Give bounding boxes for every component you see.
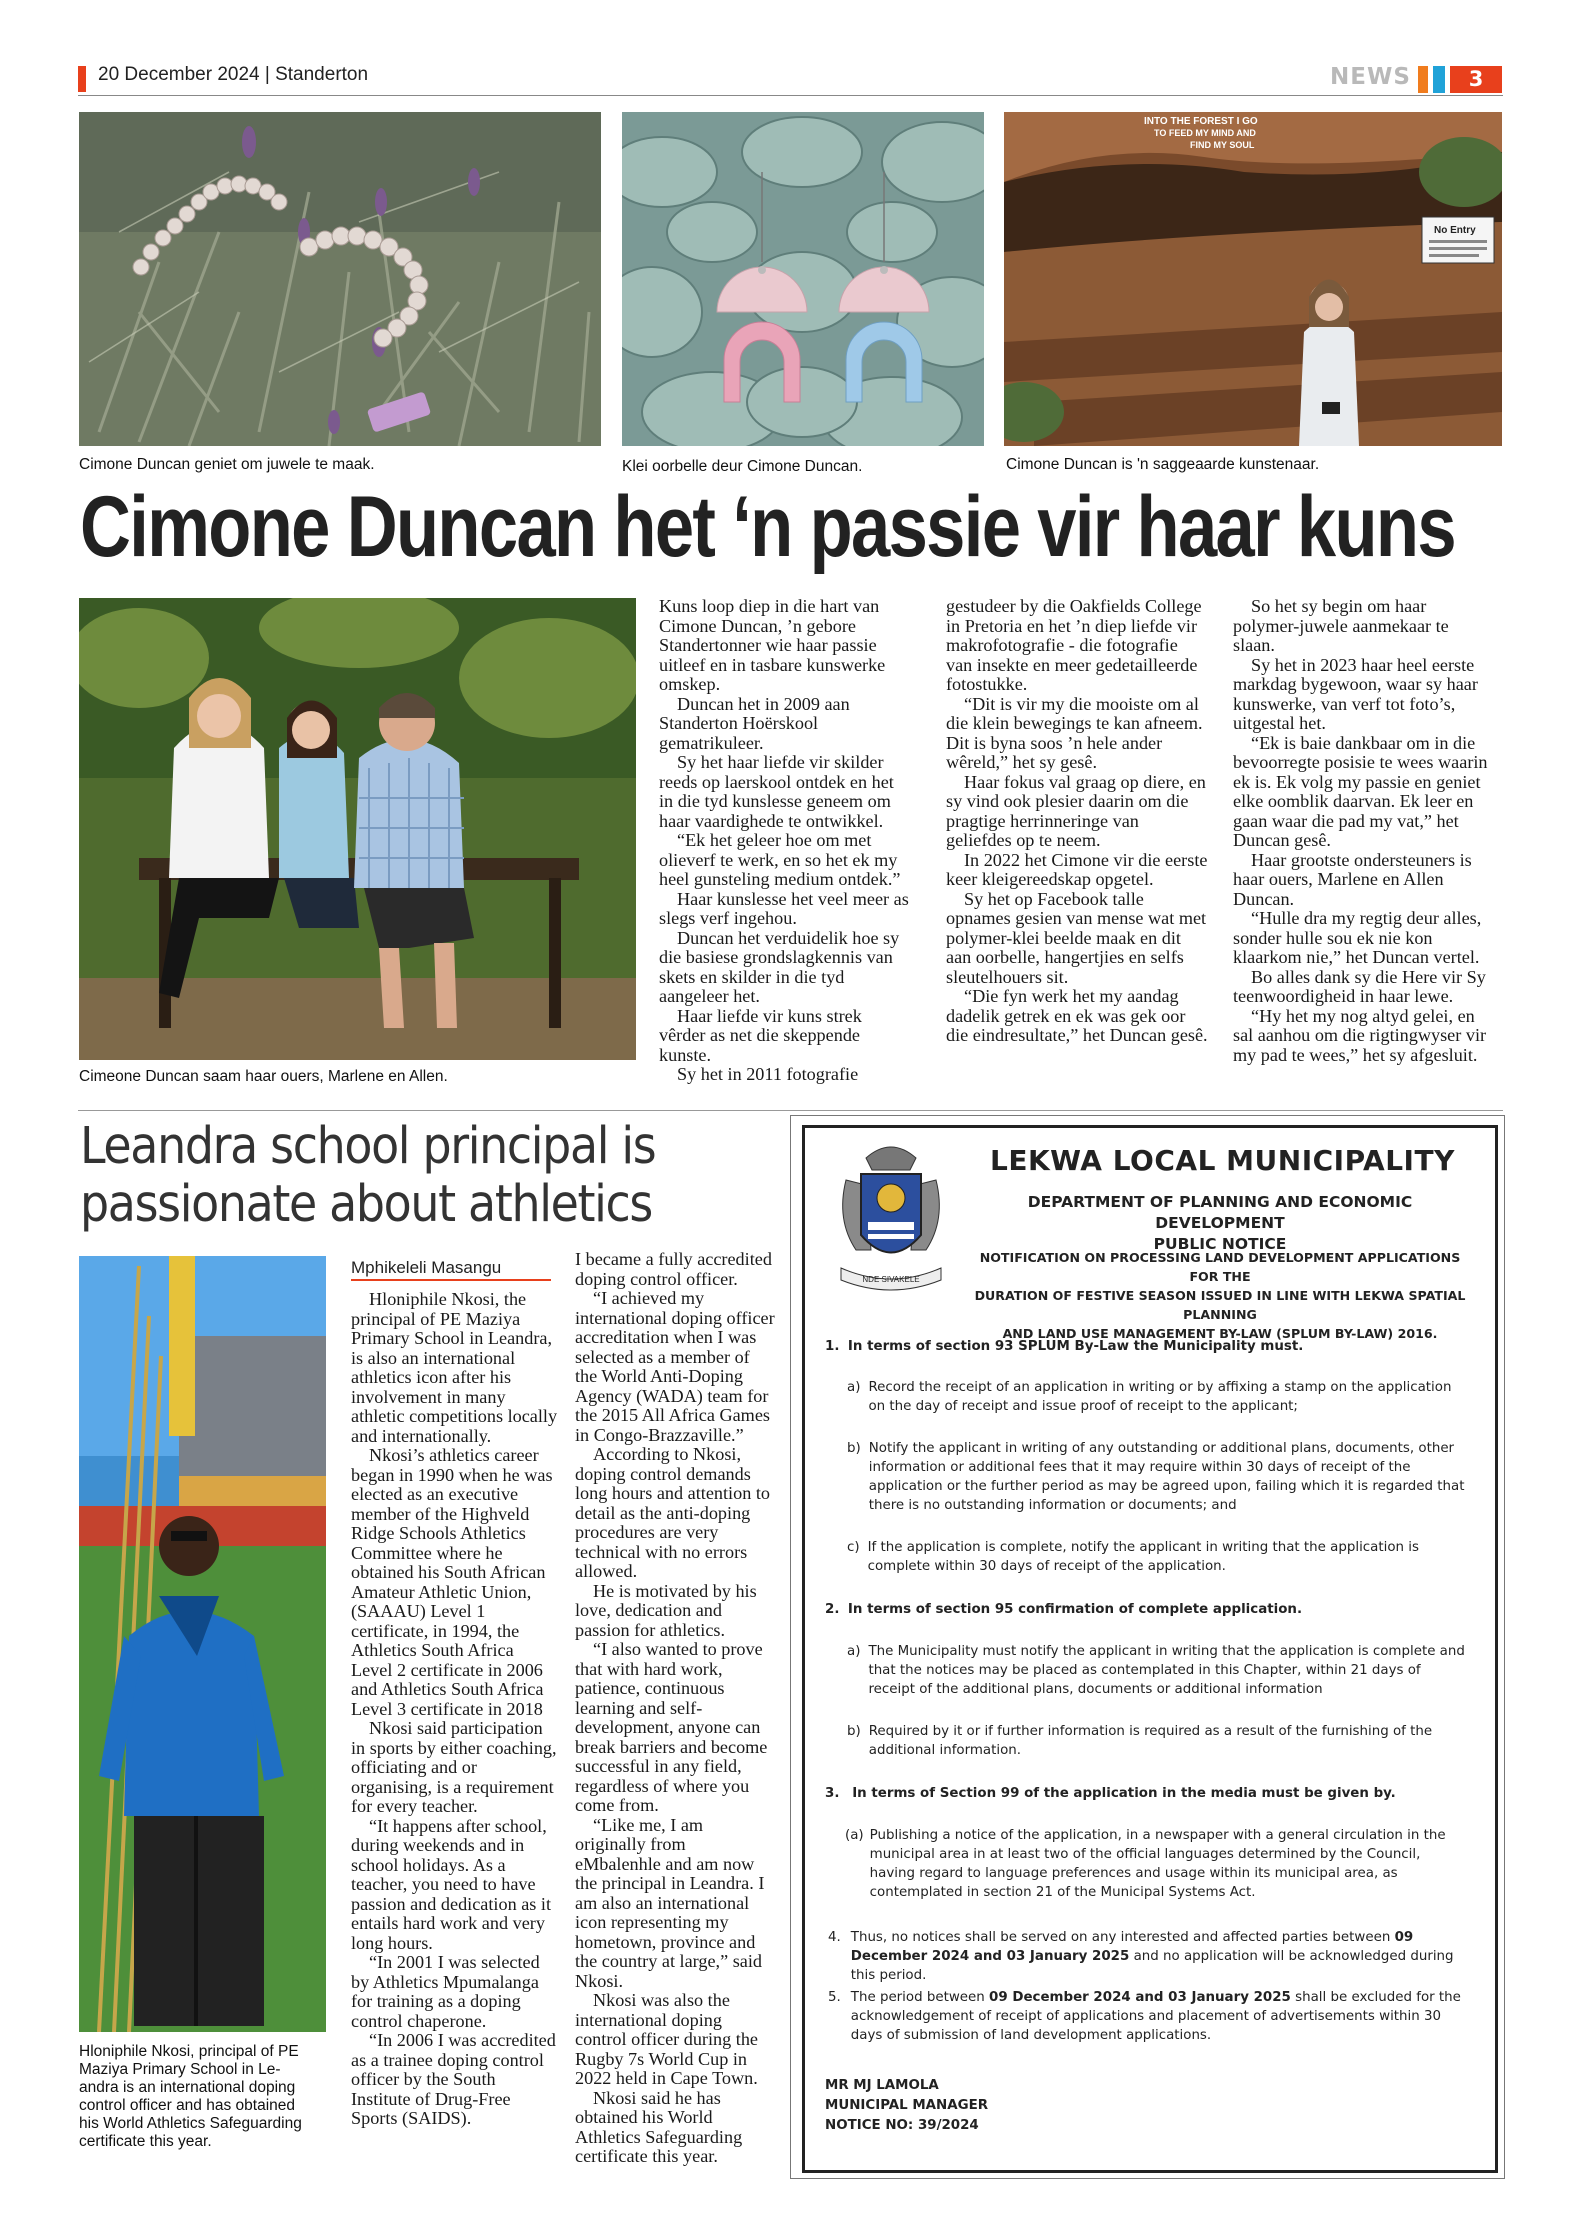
section-accent-orange (1418, 66, 1428, 93)
paragraph: Haar kunslesse het veel meer as slegs verf ingehou. (659, 888, 909, 928)
svg-text:TO FEED MY MIND AND: TO FEED MY MIND AND (1154, 128, 1256, 138)
paragraph: According to Nkosi, doping control demands long hours and attention to detail as the anti-doping procedures are very technical with no errors allowed. (575, 1444, 770, 1581)
photo-caption-2: Klei oorbelle deur Cimone Duncan. (622, 458, 863, 475)
paragraph: “Hulle dra my regtig deur alles, sonder hulle sou ek nie kon klaarkom nie,” het Duncan vertel. (1233, 908, 1482, 967)
paragraph: In 2022 het Cimone vir die eerste keer kleigereedskap opgetel. (946, 849, 1208, 889)
notice-intro: NOTIFICATION ON PROCESSING LAND DEVELOPMENT APPLICATIONS FOR THE DURATION OF FESTIVE SEASON ISSUED IN LINE WITH LEKWA SPATIAL PLANNING AND LAND USE MANAGEMENT BY-LAW (SPLUM BY-LAW) 2016. (974, 1250, 1466, 1341)
svg-text:No Entry: No Entry (1434, 225, 1476, 236)
paragraph: “Dit is vir my die mooiste om al die klein bewegings te kan afneem. Dit is byna soos ’n hele ander wêreld,” het sy gesê. (946, 693, 1203, 772)
paragraph: Haar liefde vir kuns strek vêrder as net die skeppende kunste. (659, 1005, 862, 1065)
paragraph: gestudeer by die Oakfields College in Pretoria en het ’n diep liefde vir makrofotografie - die fotografie van insekte en meer gedetailleerde fotostukke. (946, 596, 1202, 694)
section-label: NEWS (1330, 64, 1411, 90)
paragraph: “It happens after school, during weekends and in school holidays. As a teacher, you need to have passion and dedication as it entails hard work and very long hours. (351, 1815, 552, 1953)
photo-forest-cave (1004, 112, 1502, 446)
notice-item-2a: a) The Municipality must notify the applicant in writing that the application is complete and that the notices may be placed as contemplated in this Chapter, within 21 days of receipt of the additional plans, documents or additional information (847, 1644, 1465, 1697)
municipal-crest-icon (826, 1140, 956, 1300)
story1-headline: Cimone Duncan het ‘n passie vir haar kuns (80, 479, 1455, 575)
forest-sign-text: INTO THE FOREST I GO (1144, 116, 1258, 127)
paragraph: Duncan het verduidelik hoe sy die basiese grondslagkennis van skets en skilder in die tyd aangeleer het. (659, 927, 900, 1006)
paragraph: “Die fyn werk het my aandag dadelik getrek en ek was gek oor die eindresultate,” het Duncan gesê. (946, 986, 1208, 1045)
story1-column-1 (659, 597, 911, 1085)
paragraph: Haar grootste ondersteuners is haar ouers, Marlene en Allen Duncan. (1233, 849, 1472, 909)
photo-bead-jewellery (79, 112, 601, 446)
paragraph: Nkosi’s athletics career began in 1990 when he was elected as an executive member of the Highveld Ridge Schools Athletics Committee where he obtained his South African Amateur Athletic Union, (SAAAU) Level 1 certificate, in 1994, the Athletics South Africa Level 2 certificate in 2006 and Athletics South Africa Level 3 certificate in 2018 (351, 1445, 553, 1719)
paragraph: Hloniphile Nkosi, the principal of PE Maziya Primary School in Leandra, is also an international athletics icon after his involvement in many athletic competitions locally and internationally. (351, 1289, 558, 1446)
paragraph: Sy het op Facebook talle opnames gesien van mense wat met polymer-klei beelde maak en dit aan oorbelle, hangertjies en selfs sleutelhouers sit. (946, 888, 1207, 987)
header-date-location: 20 December 2024 | Standerton (98, 64, 369, 85)
paragraph: “Hy het my nog altyd gelei, en sal aanhou om die rigtingwyser vir my pad te wees,” het sy afgesluit. (1233, 1005, 1487, 1065)
story2-column-2 (575, 1250, 775, 2167)
photo-caption-family: Cimeone Duncan saam haar ouers, Marlene en Allen. (79, 1068, 448, 1085)
story2-column-1 (351, 1290, 559, 2129)
crest-motto: NDE SIVAKELE (862, 1275, 920, 1284)
byline: Mphikeleli Masangu (351, 1258, 502, 1277)
notice-item-1b: b) Notify the applicant in writing of any outstanding or additional plans, documents, other information or additional fees that it may require within 30 days of receipt of the application or the further period as may be agreed upon, failing which it is regarded that there is no outstanding information or documents; and (847, 1441, 1465, 1513)
paragraph: Sy het haar liefde vir skilder reeds op laerskool ontdek en het in die tyd kunslesse geneem om haar vaardighede te ontwikkel. (659, 752, 894, 831)
notice-item-3a: (a) Publishing a notice of the application, in a newspaper with a general circulation in the municipal area in at least two of the official languages determined by the Council, having regard to language preferences and usage within its municipal area, as contemplated in section 21 of the Municipal Systems Act. (845, 1828, 1446, 1900)
photo-clay-earrings (622, 112, 984, 446)
paragraph: Nkosi said he has obtained his World Athletics Safeguarding certificate this year. (575, 2087, 743, 2166)
photo-duncan-family (79, 598, 636, 1060)
photo-caption-3: Cimone Duncan is 'n saggeaarde kunstenaar. (1006, 456, 1320, 473)
story1-column-3 (1233, 597, 1495, 1065)
paragraph: “Like me, I am originally from eMbalenhle and am now the principal in Leandra. I am also an international icon representing my hometown, province and the country at large,” said Nkosi. (575, 1814, 765, 1991)
paragraph: Nkosi was also the international doping control officer during the Rugby 7s World Cup in 2022 held in Cape Town. (575, 1990, 758, 2088)
story2-headline: Leandra school principal is passionate about athletics (80, 1117, 656, 1234)
paragraph: He is motivated by his love, dedication and passion for athletics. (575, 1580, 757, 1640)
notice-item-1c: c) If the application is complete, notify the applicant in writing that the application is complete within 30 days of receipt of the application. (847, 1540, 1419, 1574)
notice-section-1-heading: 1. In terms of section 93 SPLUM By-Law the Municipality must. (825, 1339, 1304, 1354)
photo-caption-nkosi: Hloniphile Nkosi, principal of PE Maziya Primary School in Le- andra is an international doping control officer and has obtained his World Athletics Safeguarding certificate this year. (79, 2043, 302, 2150)
paragraph: Sy het in 2011 fotografie (677, 1064, 859, 1084)
paragraph: So het sy begin om haar polymer-juwele aanmekaar te slaan. (1233, 596, 1449, 655)
notice-item-1a: a) Record the receipt of an application in writing or by affixing a stamp on the application on the day of receipt and issue proof of receipt to the applicant; (847, 1380, 1452, 1414)
notice-title: LEKWA LOCAL MUNICIPALITY (990, 1144, 1455, 1177)
paragraph: Nkosi said participation in sports by either coaching, officiating and or organising, is a requirement for every teacher. (351, 1718, 557, 1816)
notice-item-2b: b) Required by it or if further information is required as a result of the furnishing of the additional information. (847, 1724, 1433, 1758)
section-accent-blue (1433, 66, 1445, 93)
paragraph: “I also wanted to prove that with hard work, patience, continuous learning and self-development, anyone can break barriers and become successful in any field, regardless of where you come from. (575, 1639, 768, 1815)
paragraph: “Ek is baie dankbaar om in die bevoorregte posisie te wees waarin ek is. Ek volg my passie en geniet elke oomblik daarvan. Ek leer en gaan waar die pad my vat,” het Duncan gesê. (1233, 732, 1488, 850)
paragraph: “In 2006 I was accredited as a trainee doping control officer by the South Institute of Drug-Free Sports (SAIDS). (351, 2030, 556, 2128)
photo-hloniphile-nkosi (79, 1256, 326, 2032)
header-accent-bar (78, 66, 86, 92)
paragraph: Kuns loop diep in die hart van Cimone Duncan, ’n gebore Standertonner wie haar passie uitleef en in tasbare kunswerke omskep. (659, 596, 886, 694)
story1-column-2 (946, 597, 1208, 1046)
byline-rule (351, 1279, 551, 1281)
paragraph: Sy het in 2023 haar heel eerste markdag bygewoon, waar sy haar kunswerke, van verf tot foto’s, uitgestal het. (1233, 654, 1478, 733)
svg-text:FIND MY SOUL: FIND MY SOUL (1190, 140, 1255, 150)
page-number: 3 (1450, 66, 1502, 93)
notice-item-4: 4. Thus, no notices shall be served on any interested and affected parties between 09 December 2024 and 03 January 2025 and no application will be acknowledged during this period. (828, 1930, 1454, 1983)
paragraph: “I achieved my international doping officer accreditation when I was selected as a member of the World Anti-Doping Agency (WADA) team for the 2015 All Africa Games in Congo-Brazzaville.” (575, 1288, 775, 1445)
paragraph: “Ek het geleer hoe om met olieverf te werk, en so het ek my heel gunsteling medium ontdek.” (659, 830, 901, 889)
paragraph: I became a fully accredited doping control officer. (575, 1249, 772, 1289)
photo-caption-1: Cimone Duncan geniet om juwele te maak. (79, 456, 375, 473)
notice-department: DEPARTMENT OF PLANNING AND ECONOMIC DEVELOPMENT PUBLIC NOTICE (1027, 1193, 1413, 1253)
section-divider (78, 1110, 1503, 1111)
header-rule (78, 95, 1503, 96)
notice-item-5: 5. The period between 09 December 2024 and 03 January 2025 shall be excluded for the acknowledgement of receipt of applications and placement of advertisements within 30 days of submission of land development applications. (828, 1990, 1461, 2043)
notice-signature: MR MJ LAMOLA MUNICIPAL MANAGER NOTICE NO: 39/2024 (825, 2078, 989, 2133)
paragraph: Bo alles dank sy die Here vir Sy teenwoordigheid in haar lewe. (1233, 966, 1486, 1006)
paragraph: “In 2001 I was selected by Athletics Mpumalanga for training as a doping control chaperone. (351, 1952, 540, 2031)
paragraph: Duncan het in 2009 aan Standerton Hoërskool gematrikuleer. (659, 693, 850, 753)
paragraph: Haar fokus val graag op diere, en sy vind ook plesier daarin om die pragtige herrinneringe van geliefdes op te neem. (946, 771, 1206, 850)
notice-section-2-heading: 2. In terms of section 95 confirmation of complete application. (825, 1602, 1303, 1617)
notice-section-3-heading: 3. In terms of Section 99 of the application in the media must be given by. (825, 1786, 1396, 1801)
